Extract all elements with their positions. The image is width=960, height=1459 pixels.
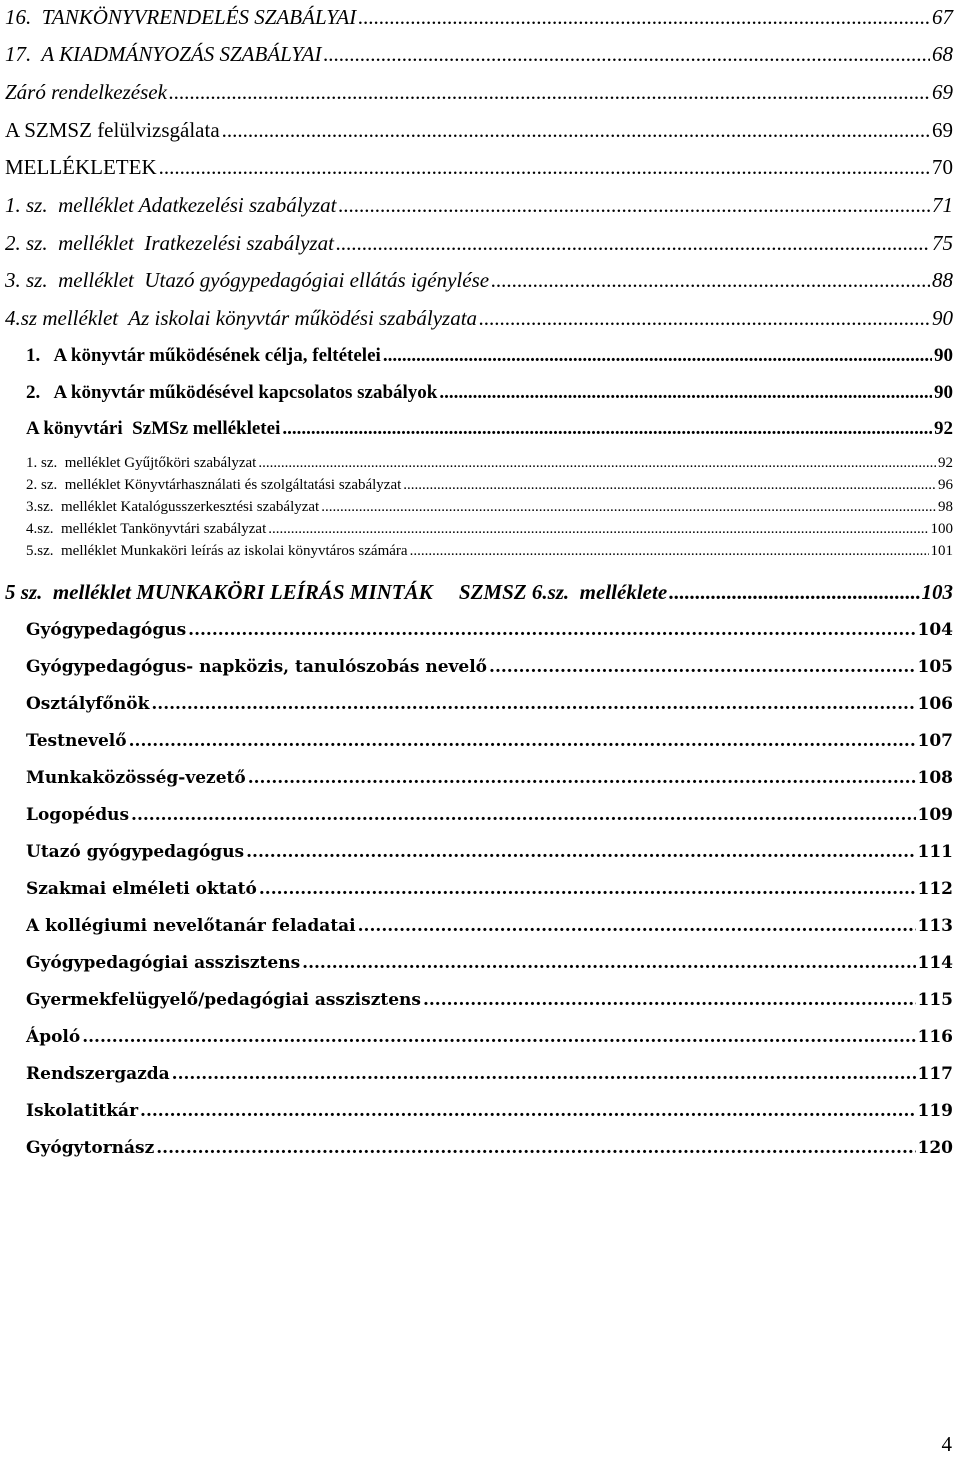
toc-title: 3. sz. melléklet Utazó gyógypedagógiai ellátás igénylése [5, 268, 490, 292]
toc-entry[interactable] [5, 580, 953, 605]
toc-leader [248, 768, 916, 788]
toc-entry[interactable] [26, 916, 953, 936]
toc-leader [131, 805, 915, 825]
toc-entry[interactable] [26, 345, 953, 367]
toc-title: 2. A könyvtár működésével kapcsolatos szabályok [26, 382, 438, 403]
toc-entry[interactable] [5, 193, 953, 218]
toc-title: Szakmai elméleti oktató [26, 879, 257, 899]
toc-leader [338, 193, 930, 218]
toc-title: 5 sz. melléklet MUNKAKÖRI LEÍRÁS MINTÁK SZMSZ 6.sz. melléklete [5, 580, 668, 604]
toc-entry[interactable] [26, 382, 953, 404]
toc-page: 113 [917, 916, 953, 936]
toc-leader [489, 657, 915, 677]
toc-page: 105 [917, 657, 953, 677]
toc-entry[interactable] [5, 231, 953, 256]
toc-page: 67 [932, 5, 953, 29]
toc-leader [222, 118, 930, 143]
toc-leader [268, 521, 928, 538]
toc-title: A könyvtári SzMSz mellékletei [26, 418, 281, 439]
toc-page: 115 [917, 990, 953, 1010]
toc-title: A SZMSZ felülvizsgálata [5, 118, 220, 142]
toc-entry[interactable] [26, 455, 953, 472]
toc-leader [423, 990, 916, 1010]
toc-entry[interactable] [5, 42, 953, 67]
toc-page: 98 [938, 499, 953, 515]
toc-page: 117 [917, 1064, 953, 1084]
toc-page: 70 [932, 155, 953, 179]
toc-page: 92 [938, 455, 953, 471]
toc-title: 1. sz. melléklet Adatkezelési szabályzat [5, 193, 337, 217]
toc-page: 107 [917, 731, 953, 751]
toc-entry[interactable] [26, 842, 953, 862]
toc-leader [302, 953, 915, 973]
toc-title: Gyermekfelügyelő/pedagógiai asszisztens [26, 990, 421, 1010]
toc-page: 100 [930, 521, 953, 537]
toc-entry[interactable] [26, 990, 953, 1010]
toc-title: Logopédus [26, 805, 130, 825]
toc-leader [151, 694, 915, 714]
toc-page: 111 [917, 842, 953, 862]
toc-leader [259, 879, 916, 899]
toc-leader [669, 580, 919, 605]
toc-leader [140, 1101, 915, 1121]
toc-page: 75 [932, 231, 953, 255]
toc-leader [358, 916, 916, 936]
toc-title: 2. sz. melléklet Könyvtárhasználati és szolgáltatási szabályzat [26, 477, 402, 493]
toc-page: 90 [934, 345, 953, 366]
toc-title: Záró rendelkezések [5, 80, 167, 104]
toc-title: Rendszergazda [26, 1064, 170, 1084]
toc-title: Gyógytornász [26, 1138, 155, 1158]
toc-leader [159, 155, 930, 180]
toc-entry[interactable] [26, 543, 953, 560]
toc-title: 4.sz melléklet Az iskolai könyvtár működési szabályzata [5, 306, 478, 330]
toc-entry[interactable] [26, 879, 953, 899]
toc-leader [479, 306, 930, 331]
toc-entry[interactable] [26, 805, 953, 825]
toc-page: 68 [932, 42, 953, 66]
toc-entry[interactable] [26, 1101, 953, 1121]
toc-leader [156, 1138, 915, 1158]
toc-page: 108 [917, 768, 953, 788]
toc-title: Munkaközösség-vezető [26, 768, 246, 788]
toc-title: A kollégiumi nevelőtanár feladatai [26, 916, 356, 936]
toc-entry[interactable] [26, 499, 953, 516]
toc-entry[interactable] [5, 80, 953, 105]
toc-entry[interactable] [5, 306, 953, 331]
toc-page: 90 [934, 382, 953, 403]
toc-entry[interactable] [26, 521, 953, 538]
toc-leader [439, 382, 932, 404]
toc-title: 1. sz. melléklet Gyűjtőköri szabályzat [26, 455, 257, 471]
toc-page: 69 [932, 118, 953, 142]
toc-leader [383, 345, 932, 367]
toc-leader [358, 5, 930, 30]
toc-entry[interactable] [26, 1138, 953, 1158]
toc-leader [172, 1064, 916, 1084]
toc-entry[interactable] [26, 1064, 953, 1084]
toc-page: 96 [938, 477, 953, 493]
toc-title: 5.sz. melléklet Munkaköri leírás az iskolai könyvtáros számára [26, 543, 408, 559]
toc-leader [491, 268, 930, 293]
toc-entry[interactable] [26, 731, 953, 751]
toc-title: Testnevelő [26, 731, 127, 751]
toc-entry[interactable] [26, 1027, 953, 1047]
toc-title: 2. sz. melléklet Iratkezelési szabályzat [5, 231, 334, 255]
toc-page: 120 [917, 1138, 953, 1158]
toc-entry[interactable] [26, 694, 953, 714]
toc-entry[interactable] [26, 418, 953, 440]
toc-leader [323, 42, 930, 67]
toc-title: 1. A könyvtár működésének célja, feltételei [26, 345, 381, 366]
toc-title: 3.sz. melléklet Katalógusszerkesztési szabályzat [26, 499, 320, 515]
toc-title: Gyógypedagógus [26, 620, 187, 640]
toc-page: 69 [932, 80, 953, 104]
toc-page: 109 [917, 805, 953, 825]
toc-title: Utazó gyógypedagógus [26, 842, 245, 862]
toc-leader [321, 499, 936, 516]
toc-page: 106 [917, 694, 953, 714]
toc-page: 90 [932, 306, 953, 330]
toc-page: 112 [917, 879, 953, 899]
toc-entry[interactable] [26, 657, 953, 677]
toc-entry[interactable] [26, 477, 953, 494]
toc-title: Osztályfőnök [26, 694, 150, 714]
toc-entry[interactable] [5, 118, 953, 143]
toc-leader [246, 842, 915, 862]
toc-leader [82, 1027, 915, 1047]
toc-leader [129, 731, 916, 751]
toc-leader [410, 543, 929, 560]
toc-page: 104 [917, 620, 953, 640]
toc-page: 88 [932, 268, 953, 292]
toc-entry[interactable] [5, 155, 953, 180]
toc-page: 119 [917, 1101, 953, 1121]
toc-leader [403, 477, 936, 494]
toc-page: 92 [934, 418, 953, 439]
toc-page: 114 [917, 953, 953, 973]
toc-title: Gyógypedagógiai asszisztens [26, 953, 301, 973]
toc-page: 71 [932, 193, 953, 217]
toc-title: 17. A KIADMÁNYOZÁS SZABÁLYAI [5, 42, 322, 66]
toc-entry[interactable] [5, 5, 953, 30]
toc-leader [258, 455, 936, 472]
toc-title: Iskolatitkár [26, 1101, 139, 1121]
toc-title: MELLÉKLETEK [5, 155, 157, 179]
toc-title: Ápoló [26, 1027, 81, 1047]
toc-leader [169, 80, 930, 105]
toc-entry[interactable] [26, 768, 953, 788]
toc-leader [188, 620, 915, 640]
toc-leader [282, 418, 932, 440]
toc-leader [336, 231, 930, 256]
page-number: 4 [941, 1432, 952, 1456]
toc-page: 101 [930, 543, 953, 559]
toc-entry[interactable] [5, 268, 953, 293]
toc-page: 116 [917, 1027, 953, 1047]
toc-entry[interactable] [26, 953, 953, 973]
toc-title: Gyógypedagógus- napközis, tanulószobás nevelő [26, 657, 488, 677]
toc-entry[interactable] [26, 620, 953, 640]
toc-title: 16. TANKÖNYVRENDELÉS SZABÁLYAI [5, 5, 357, 29]
toc-page: 103 [921, 580, 953, 604]
toc-title: 4.sz. melléklet Tankönyvtári szabályzat [26, 521, 267, 537]
